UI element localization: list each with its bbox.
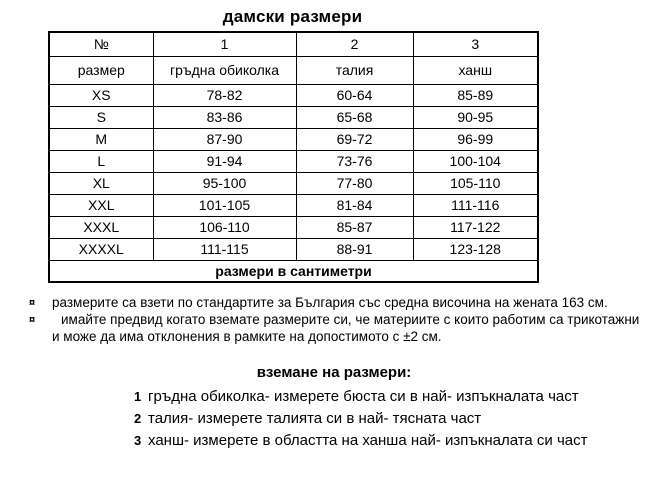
table-row-xl: [49, 172, 538, 194]
bust-cell: 87-90: [153, 128, 296, 150]
size-cell: XS: [49, 84, 153, 106]
measure-item-number: 3: [134, 433, 142, 448]
size-cell: L: [49, 150, 153, 172]
note-item: [29, 294, 644, 311]
hips-cell: 117-122: [413, 216, 538, 238]
hips-cell: 85-89: [413, 84, 538, 106]
measure-item-number: 2: [134, 411, 142, 426]
table-header-row-numbers: [49, 32, 538, 56]
header-cell-bust: гръдна обиколка: [153, 56, 296, 84]
header-cell-1: 1: [153, 32, 296, 56]
size-cell: XXXL: [49, 216, 153, 238]
header-cell-hips: ханш: [413, 56, 538, 84]
header-cell-waist: талия: [296, 56, 413, 84]
measure-item-waist: [134, 408, 534, 430]
table-header-row-labels: [49, 56, 538, 84]
bust-cell: 106-110: [153, 216, 296, 238]
table-row-xxl: [49, 194, 538, 216]
table-footer-row: [49, 260, 538, 282]
size-cell: XL: [49, 172, 153, 194]
waist-cell: 60-64: [296, 84, 413, 106]
bust-cell: 83-86: [153, 106, 296, 128]
waist-cell: 73-76: [296, 150, 413, 172]
hips-cell: 90-95: [413, 106, 538, 128]
hips-cell: 100-104: [413, 150, 538, 172]
notes-section: [29, 294, 644, 345]
page-title: дамски размери: [222, 7, 363, 26]
note-text: размерите са взети по стандартите за България със средна височина на жената 163 см.: [52, 295, 608, 310]
bust-cell: 111-115: [153, 238, 296, 260]
measuring-instructions-section: [134, 364, 588, 452]
bust-cell: 95-100: [153, 172, 296, 194]
hips-cell: 111-116: [413, 194, 538, 216]
note-text: имайте предвид когато вземате размерите си, че материите с които работим са трикотажни и може да има отклонения в рамките на допостимото с ±2 см.: [52, 312, 640, 344]
waist-cell: 85-87: [296, 216, 413, 238]
table-row-s: [49, 106, 538, 128]
measure-item-bust: [134, 386, 579, 408]
waist-cell: 65-68: [296, 106, 413, 128]
size-cell: M: [49, 128, 153, 150]
header-cell-3: 3: [413, 32, 538, 56]
hips-cell: 123-128: [413, 238, 538, 260]
hips-cell: 96-99: [413, 128, 538, 150]
measuring-heading: вземане на размери:: [256, 364, 412, 381]
bust-cell: 101-105: [153, 194, 296, 216]
table-row-xs: [49, 84, 538, 106]
size-table-section: [48, 7, 537, 283]
measure-item-text: гръдна обиколка- измерете бюста си в най- изпъкналата част: [148, 388, 579, 405]
measure-item-number: 1: [134, 389, 142, 404]
bust-cell: 91-94: [153, 150, 296, 172]
table-row-m: [49, 128, 538, 150]
header-cell-2: 2: [296, 32, 413, 56]
size-cell: XXL: [49, 194, 153, 216]
size-table: [48, 31, 539, 283]
table-row-l: [49, 150, 538, 172]
measure-item-text: талия- измерете талията си в най- тясната част: [148, 410, 482, 427]
table-footer-note: размери в сантиметри: [49, 260, 538, 282]
waist-cell: 81-84: [296, 194, 413, 216]
size-cell: S: [49, 106, 153, 128]
measure-item-text: ханш- измерете в областта на ханша най- изпъкналата си част: [148, 432, 588, 449]
note-item: [29, 311, 644, 345]
bust-cell: 78-82: [153, 84, 296, 106]
waist-cell: 88-91: [296, 238, 413, 260]
table-row-xxxxl: [49, 238, 538, 260]
measure-item-hips: [134, 430, 588, 452]
waist-cell: 77-80: [296, 172, 413, 194]
header-cell-size: размер: [49, 56, 153, 84]
currency-bullet-icon: ¤: [29, 297, 36, 309]
currency-bullet-icon: ¤: [29, 314, 36, 326]
size-cell: XXXXL: [49, 238, 153, 260]
waist-cell: 69-72: [296, 128, 413, 150]
header-cell-no: №: [49, 32, 153, 56]
hips-cell: 105-110: [413, 172, 538, 194]
table-row-xxxl: [49, 216, 538, 238]
